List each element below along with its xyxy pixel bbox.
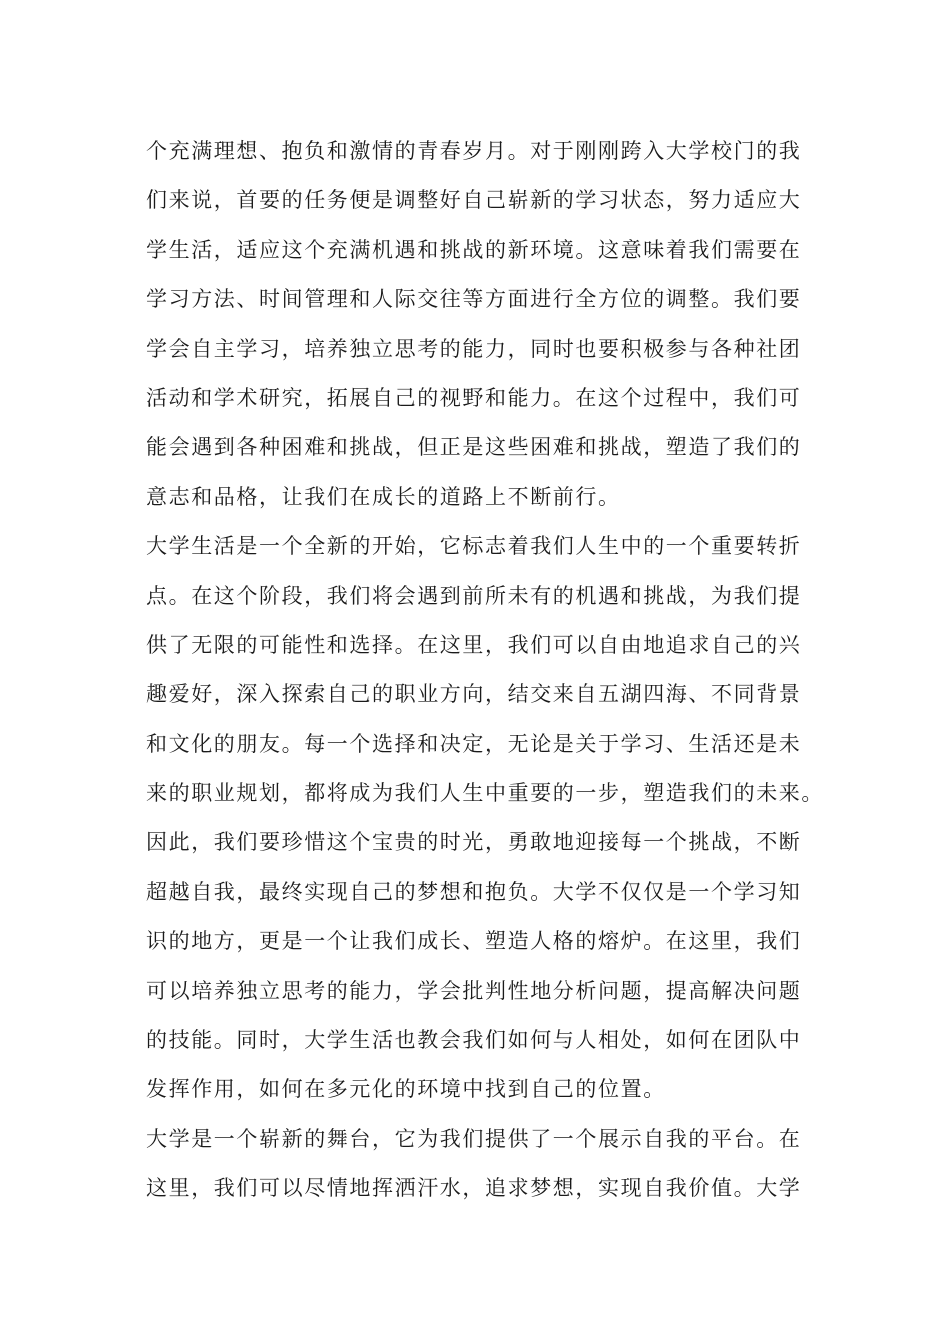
text-line: 识的地方，更是一个让我们成长、塑造人格的熔炉。在这里，我们	[146, 929, 802, 954]
text-line: 活动和学术研究，拓展自己的视野和能力。在这个过程中，我们可	[146, 385, 802, 410]
text-line: 和文化的朋友。每一个选择和决定，无论是关于学习、生活还是未	[146, 731, 802, 756]
text-line: 的技能。同时，大学生活也教会我们如何与人相处，如何在团队中	[146, 1028, 802, 1053]
text-line: 可以培养独立思考的能力，学会批判性地分析问题，提高解决问题	[146, 978, 802, 1003]
text-line: 学习方法、时间管理和人际交往等方面进行全方位的调整。我们要	[146, 287, 802, 312]
text-line: 学会自主学习，培养独立思考的能力，同时也要积极参与各种社团	[146, 336, 802, 361]
text-line: 意志和品格，让我们在成长的道路上不断前行。	[146, 484, 621, 509]
text-line: 大学是一个崭新的舞台，它为我们提供了一个展示自我的平台。在	[146, 1126, 802, 1151]
text-line: 来的职业规划，都将成为我们人生中重要的一步，塑造我们的未来。	[146, 781, 824, 806]
text-line: 们来说，首要的任务便是调整好自己崭新的学习状态，努力适应大	[146, 188, 802, 213]
text-line: 超越自我，最终实现自己的梦想和抱负。大学不仅仅是一个学习知	[146, 879, 802, 904]
text-line: 发挥作用，如何在多元化的环境中找到自己的位置。	[146, 1077, 666, 1102]
text-line: 供了无限的可能性和选择。在这里，我们可以自由地追求自己的兴	[146, 632, 802, 657]
body-text	[146, 127, 824, 1214]
text-line: 趣爱好，深入探索自己的职业方向，结交来自五湖四海、不同背景	[146, 682, 802, 707]
text-line: 能会遇到各种困难和挑战，但正是这些困难和挑战，塑造了我们的	[146, 435, 802, 460]
text-line: 点。在这个阶段，我们将会遇到前所未有的机遇和挑战，为我们提	[146, 583, 802, 608]
text-line: 大学生活是一个全新的开始，它标志着我们人生中的一个重要转折	[146, 534, 802, 559]
text-line: 这里，我们可以尽情地挥洒汗水，追求梦想，实现自我价值。大学	[146, 1176, 802, 1201]
text-line: 因此，我们要珍惜这个宝贵的时光，勇敢地迎接每一个挑战，不断	[146, 830, 802, 855]
text-line: 个充满理想、抱负和激情的青春岁月。对于刚刚跨入大学校门的我	[146, 139, 802, 163]
text-line: 学生活，适应这个充满机遇和挑战的新环境。这意味着我们需要在	[146, 237, 802, 262]
